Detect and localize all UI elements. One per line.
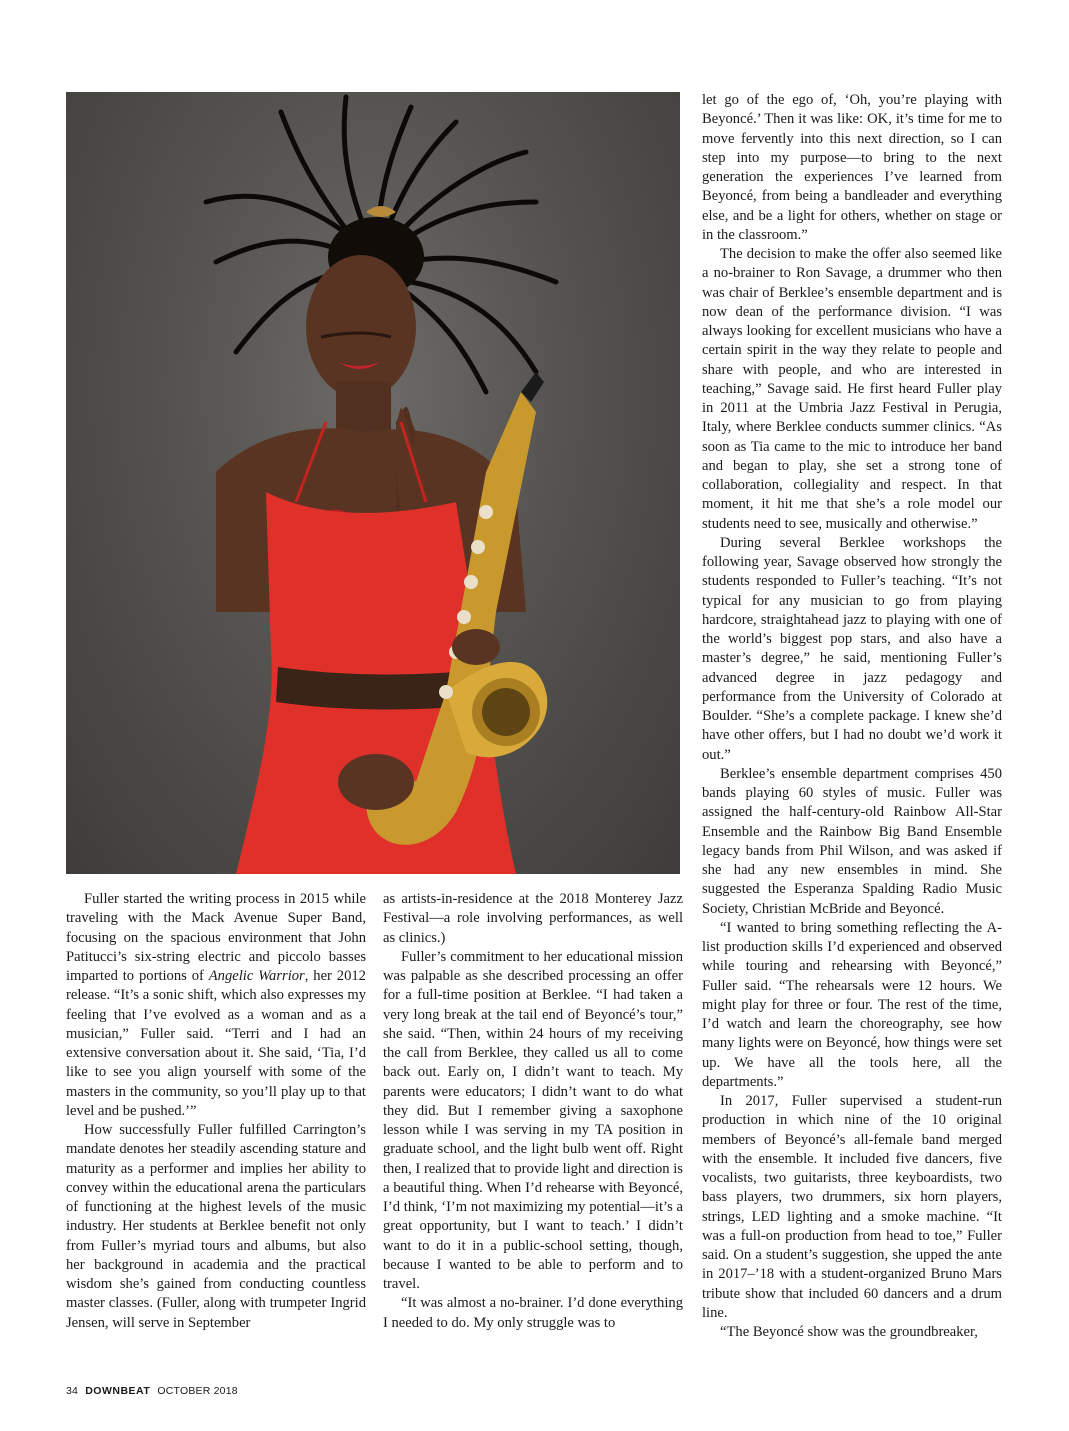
magazine-name: DOWNBEAT <box>85 1385 151 1397</box>
page-footer <box>66 1385 238 1397</box>
page-number: 34 <box>66 1385 79 1397</box>
article-column-1 <box>66 890 366 1333</box>
photo-saxophonist-portrait <box>66 92 680 874</box>
issue-date: OCTOBER 2018 <box>157 1385 238 1397</box>
paragraph: Berklee’s ensemble department comprises 450 bands playing 60 styles of music. Fuller was assigned the half-century-old Rainbow All-Star Ensemble and the Rainbow Big Band Ensemble legacy bands from Phil Wilson, and was asked if she had any new ensembles in mind. She suggested the Esperanza Spalding Radio Music Society, Christian McBride and Beyoncé. <box>702 765 1002 917</box>
paragraph: “It was almost a no-brainer. I’d done everything I needed to do. My only struggle was to <box>383 1295 683 1331</box>
paragraph: as artists-in-residence at the 2018 Monterey Jazz Festival—a role involving performances, as well as clinics.) <box>383 891 683 946</box>
paragraph: “I wanted to bring something reflecting the A-list production skills I’d experienced and observed while touring and rehearsing with Beyoncé,” Fuller said. “The rehearsals were 12 hours. We might play for three or four. The rest of the time, I’d watch and learn the choreography, see how many lights were on Beyoncé, how things were set up. We have all the tools here, all the departments.” <box>702 919 1002 1090</box>
paragraph: Fuller’s commitment to her educational mission was palpable as she described processing an offer for a full-time position at Berklee. “I had taken a very long break at the tail end of Beyoncé’s tour,” she said. “Then, within 24 hours of my receiving the call from Berklee, they called us all to come back out. Early on, I didn’t want to teach. My parents were educators; I didn’t want to do what they did. But I remember giving a saxophone lesson while I was serving in my TA position in graduate school, and the light bulb went off. Right then, I realized that to provide light and direction is a beautiful thing. When I’d rehearse with Beyoncé, I’d think, ‘I’m not maximizing my potential—it’s a great opportunity, but I want to teach.’ I didn’t want to do it in a public-school setting, though, because I wanted to be able to perform and to travel. <box>383 948 683 1292</box>
paragraph: Fuller started the writing process in 2015 while traveling with the Mack Avenue Super Band, focusing on the spacious environment that John Patitucci’s six-string electric and piccolo basses imparted to portions of Angelic Warrior, her 2012 release. “It’s a sonic shift, which also expresses my feeling that I’ve evolved as a woman and as a musician,” Fuller said. “Terri and I had an extensive conversation about it. She said, ‘Tia, I’d like to see you align yourself with some of the masters in the community, so you’ll play up to that level and be pushed.’” <box>66 891 366 1119</box>
article-column-2 <box>383 890 683 1333</box>
article-column-3 <box>702 91 1002 1342</box>
paragraph: How successfully Fuller fulfilled Carrington’s mandate denotes her steadily ascending stature and maturity as a performer and implies her ability to convey within the educational arena the particulars of functioning at the highest levels of the music industry. Her students at Berklee benefit not only from Fuller’s myriad tours and albums, but also her background in academia and the practical wisdom she’s gained from conducting countless master classes. (Fuller, along with trumpeter Ingrid Jensen, will serve in September <box>66 1122 366 1331</box>
paragraph: “The Beyoncé show was the groundbreaker, <box>720 1324 978 1340</box>
album-title: Angelic Warrior <box>208 968 305 984</box>
paragraph: The decision to make the offer also seemed like a no-brainer to Ron Savage, a drummer who then was chair of Berklee’s ensemble department and is now dean of the performance division. “I was always looking for excellent musicians who have a certain spirit in the way they relate to people and share with people, and who are interested in teaching,” Savage said. He first heard Fuller play in 2011 at the Umbria Jazz Festival in Perugia, Italy, where Berklee conducts summer clinics. “As soon as Tia came to the mic to introduce her band and began to play, she set a strong tone of collaboration, collegiality and respect. In that moment, it hit me that she’s a role model our students need to see, musically and otherwise.” <box>702 246 1002 532</box>
portrait-illustration <box>66 92 680 874</box>
paragraph: In 2017, Fuller supervised a student-run production in which nine of the 10 original members of Beyoncé’s all-female band merged with the ensemble. It included five dancers, five vocalists, two guitarists, three keyboardists, two bass players, two drummers, six horn players, strings, LED lighting and a smoke machine. “It was a full-on production from head to toe,” Fuller said. On a student’s suggestion, she upped the ante in 2017–’18 with a student-organized Bruno Mars tribute show that included 60 dancers and a drum line. <box>702 1093 1002 1321</box>
paragraph: During several Berklee workshops the following year, Savage observed how strongly the students responded to Fuller’s teaching. “It’s not typical for any musician to go from playing hardcore, straightahead jazz to playing with one of the world’s biggest pop stars, and also have a master’s degree,” he said, mentioning Fuller’s advanced degree in jazz pedagogy and performance from the University of Colorado at Boulder. “She’s a complete package. I knew she’d have other offers, but I had no doubt we’d work it out.” <box>702 534 1002 763</box>
paragraph: let go of the ego of, ‘Oh, you’re playing with Beyoncé.’ Then it was like: OK, it’s time for me to move fervently into this next direction, so I can step into my purpose—to bring to the next generation the experiences I’ve learned from Beyoncé, from being a bandleader and everything else, and be a light for others, whether on stage or in the classroom.” <box>702 92 1002 243</box>
